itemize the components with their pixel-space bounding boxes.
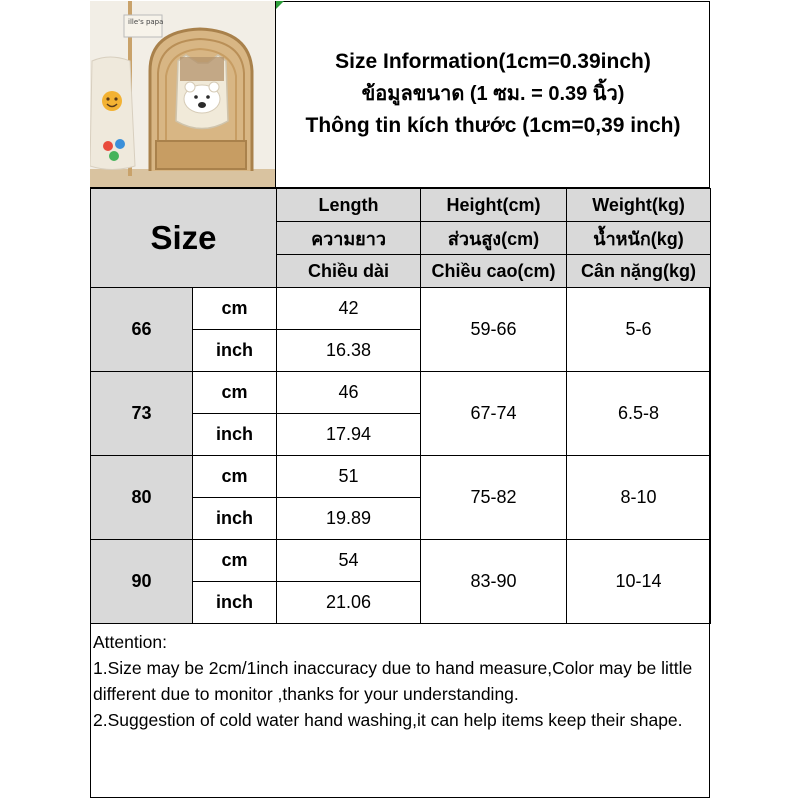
length-header-en: Length: [277, 189, 421, 222]
weight-range: 8-10: [567, 456, 711, 540]
length-inch: 21.06: [277, 582, 421, 624]
length-cm: 46: [277, 372, 421, 414]
product-photo: [90, 1, 276, 188]
size-info-english: Size Information(1cm=0.39inch): [335, 50, 651, 73]
unit-cm: cm: [193, 540, 277, 582]
table-row: [91, 540, 711, 582]
attention-note-1: 1.Size may be 2cm/1inch inaccuracy due to hand measure,Color may be little different due to monitor ,thanks for your understanding.: [93, 658, 693, 704]
height-header-en: Height(cm): [421, 189, 567, 222]
weight-header-th: น้ำหนัก(kg): [567, 222, 711, 255]
size-information-header: [276, 1, 710, 188]
attention-notes: [93, 629, 705, 733]
length-cm: 42: [277, 288, 421, 330]
size-info-vietnamese: Thông tin kích thước (1cm=0,39 inch): [305, 114, 681, 137]
size-value: 73: [91, 372, 193, 456]
size-value: 80: [91, 456, 193, 540]
length-header-vi: Chiều dài: [277, 255, 421, 288]
unit-cm: cm: [193, 456, 277, 498]
size-table: [90, 188, 711, 624]
weight-range: 5-6: [567, 288, 711, 372]
height-range: 83-90: [421, 540, 567, 624]
corner-mark-icon: [276, 1, 284, 9]
unit-cm: cm: [193, 372, 277, 414]
size-value: 66: [91, 288, 193, 372]
table-row: [91, 372, 711, 414]
table-row: [91, 456, 711, 498]
length-inch: 17.94: [277, 414, 421, 456]
height-header-vi: Chiều cao(cm): [421, 255, 567, 288]
height-range: 59-66: [421, 288, 567, 372]
size-info-thai: ข้อมูลขนาด (1 ซม. = 0.39 นิ้ว): [361, 83, 625, 105]
table-row: [91, 288, 711, 330]
weight-header-vi: Cân nặng(kg): [567, 255, 711, 288]
unit-cm: cm: [193, 288, 277, 330]
attention-note-2: 2.Suggestion of cold water hand washing,it can help items keep their shape.: [93, 710, 683, 730]
weight-range: 10-14: [567, 540, 711, 624]
length-inch: 16.38: [277, 330, 421, 372]
length-inch: 19.89: [277, 498, 421, 540]
attention-title: Attention:: [93, 632, 167, 652]
height-range: 67-74: [421, 372, 567, 456]
weight-range: 6.5-8: [567, 372, 711, 456]
height-header-th: ส่วนสูง(cm): [421, 222, 567, 255]
size-column-header: Size: [91, 189, 277, 288]
size-value: 90: [91, 540, 193, 624]
sign-text: ille's papa: [128, 18, 164, 26]
unit-inch: inch: [193, 582, 277, 624]
unit-inch: inch: [193, 498, 277, 540]
unit-inch: inch: [193, 414, 277, 456]
unit-inch: inch: [193, 330, 277, 372]
weight-header-en: Weight(kg): [567, 189, 711, 222]
height-range: 75-82: [421, 456, 567, 540]
length-header-th: ความยาว: [277, 222, 421, 255]
length-cm: 51: [277, 456, 421, 498]
length-cm: 54: [277, 540, 421, 582]
